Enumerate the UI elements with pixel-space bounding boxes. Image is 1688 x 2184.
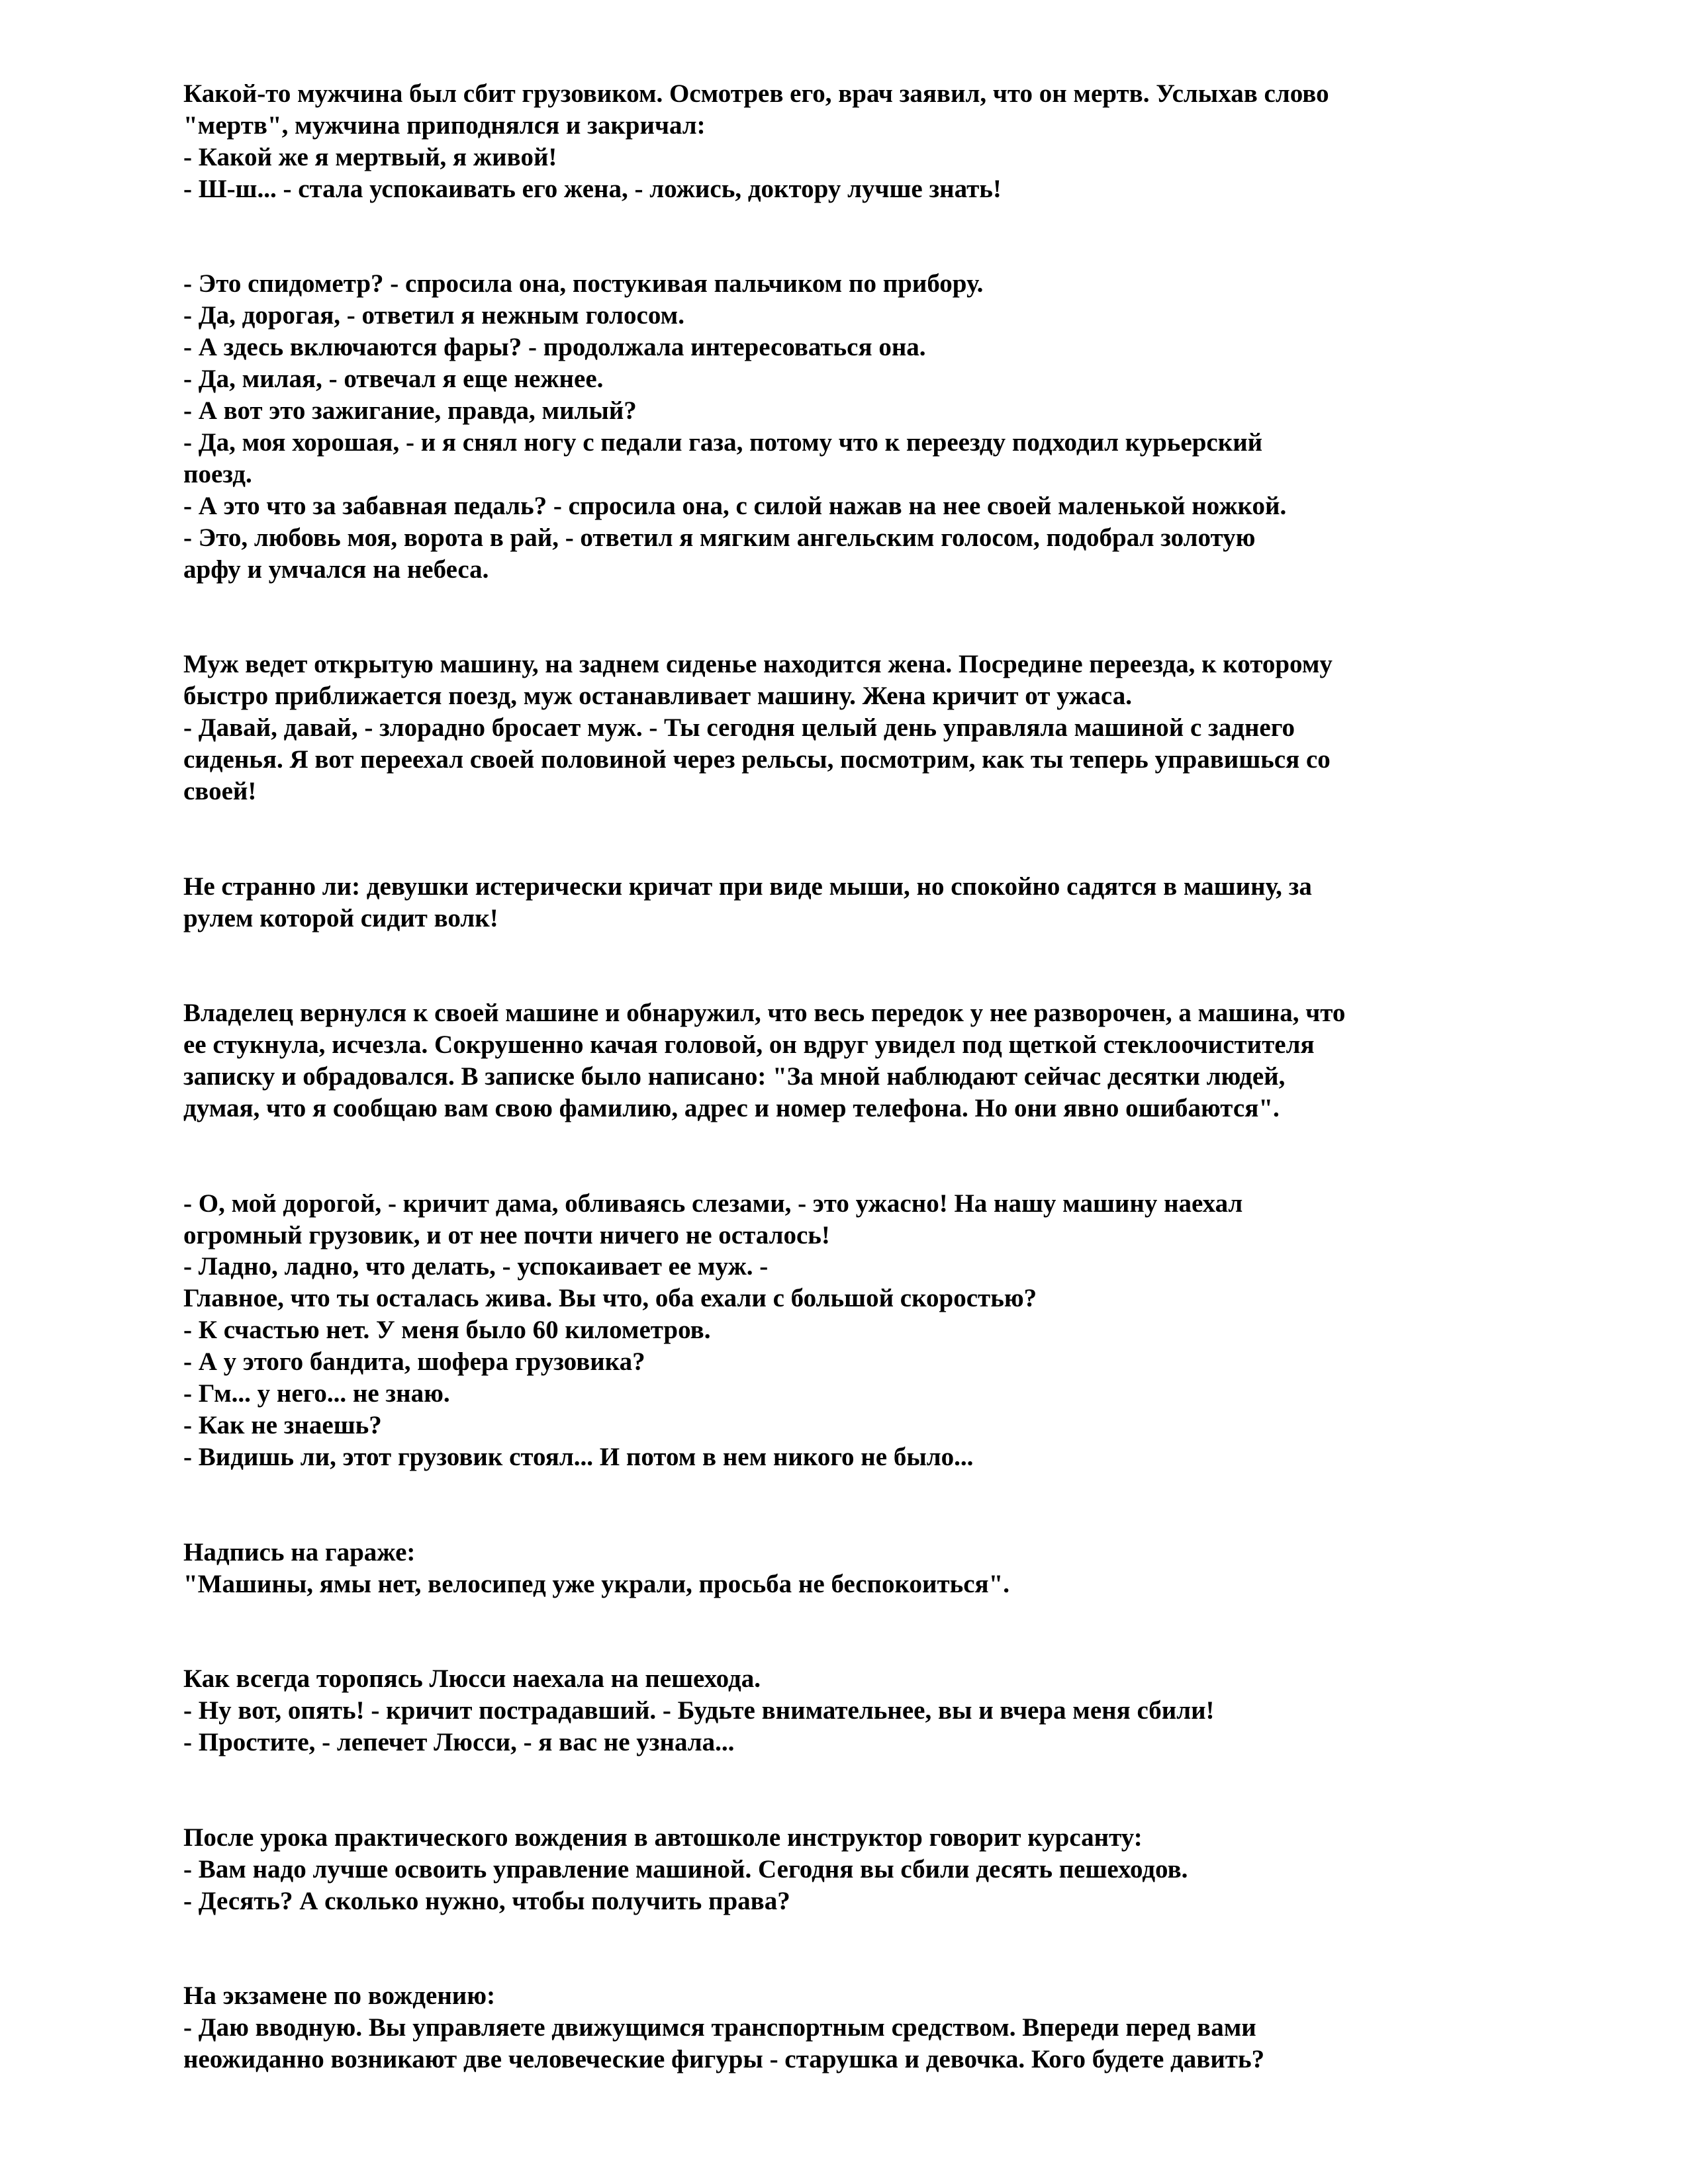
joke-paragraph [183,1663,1573,1758]
text-line: - О, мой дорогой, - кричит дама, обливаясь слезами, - это ужасно! На нашу машину наехал [183,1189,1243,1218]
text-line: - А вот это зажигание, правда, милый? [183,396,637,426]
text-line: На экзамене по вождению: [183,1981,496,2011]
text-line: Не странно ли: девушки истерически кричат при виде мыши, но спокойно садятся в машину, за [183,872,1312,901]
joke-paragraph [183,1188,1573,1473]
text-line: рулем которой сидит волк! [183,903,498,933]
text-line: - А здесь включаются фары? - продолжала интересоваться она. [183,333,926,362]
text-line: "мертв", мужчина приподнялся и закричал: [183,111,706,140]
text-line: - Десять? А сколько нужно, чтобы получить права? [183,1886,790,1915]
joke-paragraph [183,268,1573,585]
text-line: ее стукнула, исчезла. Сокрушенно качая головой, он вдруг увидел под щеткой стеклоочистителя [183,1030,1315,1060]
text-line: - Вам надо лучше освоить управление машиной. Сегодня вы сбили десять пешеходов. [183,1854,1188,1884]
document-body [183,78,1573,2139]
text-line: сиденья. Я вот переехал своей половиной через рельсы, посмотрим, как ты теперь управишься со [183,745,1331,774]
text-line: поезд. [183,459,252,488]
text-line: - Да, моя хорошая, - и я снял ногу с педали газа, потому что к переезду подходил курьерский [183,428,1263,457]
text-line: - Ш-ш... - стала успокаивать его жена, - ложись, доктору лучше знать! [183,174,1002,203]
text-line: - К счастью нет. У меня было 60 километров. [183,1316,711,1345]
joke-paragraph [183,1980,1573,2075]
text-line: - Ладно, ладно, что делать, - успокаивает ее муж. - [183,1252,769,1281]
text-line: - А у этого бандита, шофера грузовика? [183,1347,645,1377]
joke-paragraph [183,1822,1573,1917]
text-line: неожиданно возникают две человеческие фигуры - старушка и девочка. Кого будете давить? [183,2045,1265,2074]
text-line: Владелец вернулся к своей машине и обнаружил, что весь передок у нее разворочен, а машина, что [183,999,1346,1028]
text-line: - Ну вот, опять! - кричит пострадавший. - Будьте внимательнее, вы и вчера меня сбили! [183,1696,1215,1725]
text-line: Главное, что ты осталась жива. Вы что, оба ехали с большой скоростью? [183,1284,1037,1313]
text-line: - Какой же я мертвый, я живой! [183,142,557,171]
text-line: - Как не знаешь? [183,1410,382,1439]
joke-paragraph [183,871,1573,934]
text-line: - Гм... у него... не знаю. [183,1379,450,1408]
text-line: - А это что за забавная педаль? - спросила она, с силой нажав на нее своей маленькой ножкой. [183,491,1287,520]
text-line: "Машины, ямы нет, велосипед уже украли, просьба не беспокоиться". [183,1569,1010,1598]
text-line: записку и обрадовался. В записке было написано: "За мной наблюдают сейчас десятки людей, [183,1062,1286,1091]
text-line: - Это спидометр? - спросила она, постукивая пальчиком по прибору. [183,269,984,298]
text-line: - Даю вводную. Вы управляете движущимся транспортным средством. Впереди перед вами [183,2013,1256,2042]
text-line: Муж ведет открытую машину, на заднем сиденье находится жена. Посредине переезда, к которому [183,650,1333,679]
joke-paragraph [183,997,1573,1124]
text-line: - Да, милая, - отвечал я еще нежнее. [183,365,604,394]
joke-paragraph [183,649,1573,807]
text-line: быстро приближается поезд, муж останавливает машину. Жена кричит от ужаса. [183,682,1132,711]
text-line: думая, что я сообщаю вам свою фамилию, адрес и номер телефона. Но они явно ошибаются". [183,1093,1280,1122]
text-line: своей! [183,776,257,805]
text-line: - Да, дорогая, - ответил я нежным голосом. [183,301,684,330]
text-line: Надпись на гараже: [183,1537,416,1567]
joke-paragraph [183,78,1573,205]
text-line: - Видишь ли, этот грузовик стоял... И потом в нем никого не было... [183,1442,974,1471]
text-line: Как всегда торопясь Люсси наехала на пешехода. [183,1664,761,1694]
text-line: огромный грузовик, и от нее почти ничего не осталось! [183,1220,830,1250]
text-line: После урока практического вождения в автошколе инструктор говорит курсанту: [183,1823,1143,1852]
text-line: - Это, любовь моя, ворота в рай, - ответил я мягким ангельским голосом, подобрал золотую [183,523,1256,552]
text-line: арфу и умчался на небеса. [183,555,489,584]
text-line: Какой-то мужчина был сбит грузовиком. Осмотрев его, врач заявил, что он мертв. Услыхав слово [183,79,1329,108]
text-line: - Давай, давай, - злорадно бросает муж. - Ты сегодня целый день управляла машиной с заднего [183,713,1295,743]
text-line: - Простите, - лепечет Люсси, - я вас не узнала... [183,1728,735,1757]
joke-paragraph [183,1537,1573,1600]
